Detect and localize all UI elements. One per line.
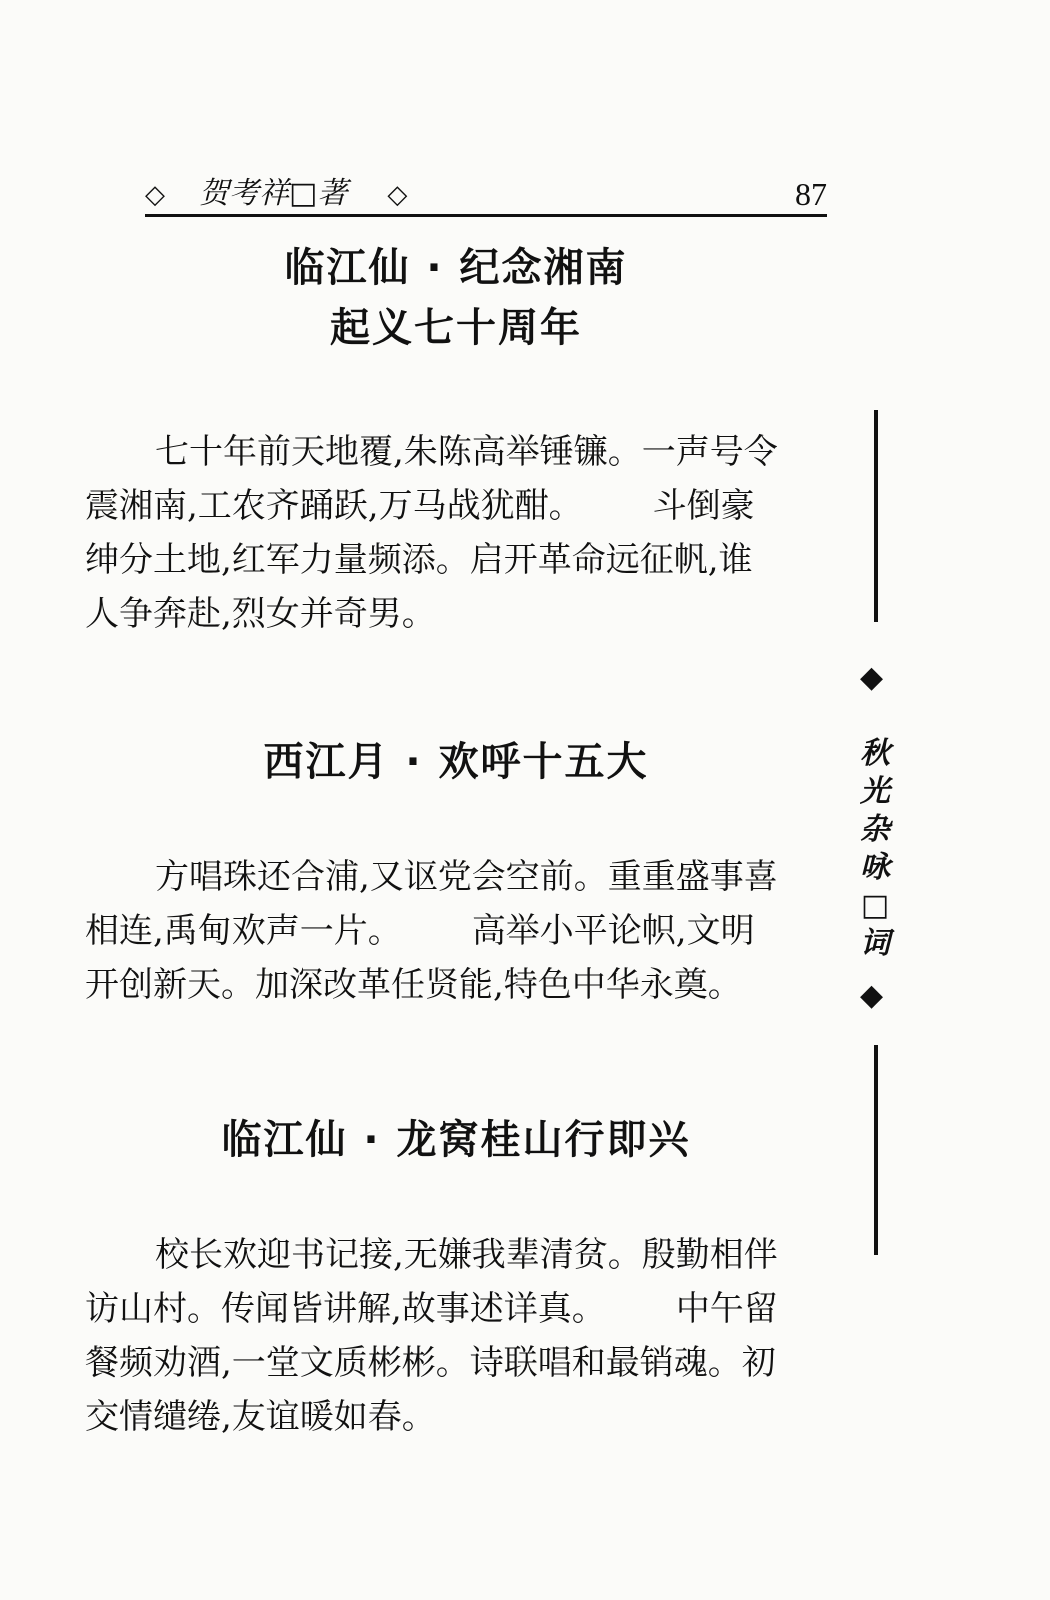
poem-body — [85, 425, 830, 641]
margin-rule-bottom — [874, 1045, 878, 1255]
side-label-char: 咏 — [860, 850, 890, 885]
header-rule — [145, 214, 827, 217]
poem-line: 七十年前天地覆,朱陈高举锤镰。一声号令 — [155, 432, 778, 472]
poem-line-part: 相连,禹甸欢声一片。 — [85, 911, 402, 951]
hollow-diamond-icon: ◇ — [387, 180, 408, 210]
book-title: 贺考祥□著 — [199, 176, 348, 211]
solid-diamond-icon: ◆ — [860, 978, 884, 1013]
page-number: 87 — [795, 176, 827, 212]
poem-line: 方唱珠还合浦,又讴党会空前。重重盛事喜 — [155, 857, 778, 897]
poem-body — [85, 1228, 830, 1444]
hollow-diamond-icon: ◇ — [145, 180, 165, 210]
section-side-label — [852, 735, 898, 963]
poem-line — [85, 904, 830, 958]
poem-title-line: 西江月 · 欢呼十五大 — [263, 739, 649, 785]
poem-line: 餐频劝酒,一堂文质彬彬。诗联唱和最销魂。初 — [85, 1343, 776, 1383]
poem-title — [85, 1110, 827, 1170]
poem-line-part: 斗倒豪 — [652, 486, 755, 526]
side-label-char: 词 — [860, 926, 890, 961]
poem-line — [85, 479, 830, 533]
poem-line — [85, 1282, 830, 1336]
poem-line-part: 访山村。传闻皆讲解,故事述详真。 — [85, 1289, 606, 1329]
poem-title — [85, 732, 827, 792]
poem-line-part: 高举小平论帜,文明 — [471, 911, 755, 951]
poem-line: 校长欢迎书记接,无嫌我辈清贫。殷勤相伴 — [155, 1235, 778, 1275]
header-left — [145, 172, 407, 217]
poem-title-line: 临江仙 · 龙窝桂山行即兴 — [221, 1117, 691, 1163]
side-label-char: 光 — [860, 774, 890, 809]
poem-title-line: 临江仙 · 纪念湘南 — [284, 245, 628, 291]
poem-line: 开创新天。加深改革任贤能,特色中华永奠。 — [85, 965, 742, 1005]
side-label-char: 杂 — [860, 812, 890, 847]
poem-line-part: 中午留 — [675, 1289, 778, 1329]
poem-line: 人争奔赴,烈女并奇男。 — [85, 594, 436, 634]
poem-line-part: 震湘南,工农齐踊跃,万马战犹酣。 — [85, 486, 583, 526]
side-label-char: □ — [860, 888, 890, 923]
poem-line: 交情缱绻,友谊暖如春。 — [85, 1397, 436, 1437]
solid-diamond-icon: ◆ — [860, 660, 884, 695]
poem-title — [85, 238, 827, 358]
poem-body — [85, 850, 830, 1012]
poem-line: 绅分土地,红军力量频添。启开革命远征帆,谁 — [85, 540, 753, 580]
poem-title-line: 起义七十周年 — [330, 305, 582, 351]
side-label-char: 秋 — [860, 736, 890, 771]
running-header — [145, 172, 827, 216]
margin-rule-top — [874, 410, 878, 622]
